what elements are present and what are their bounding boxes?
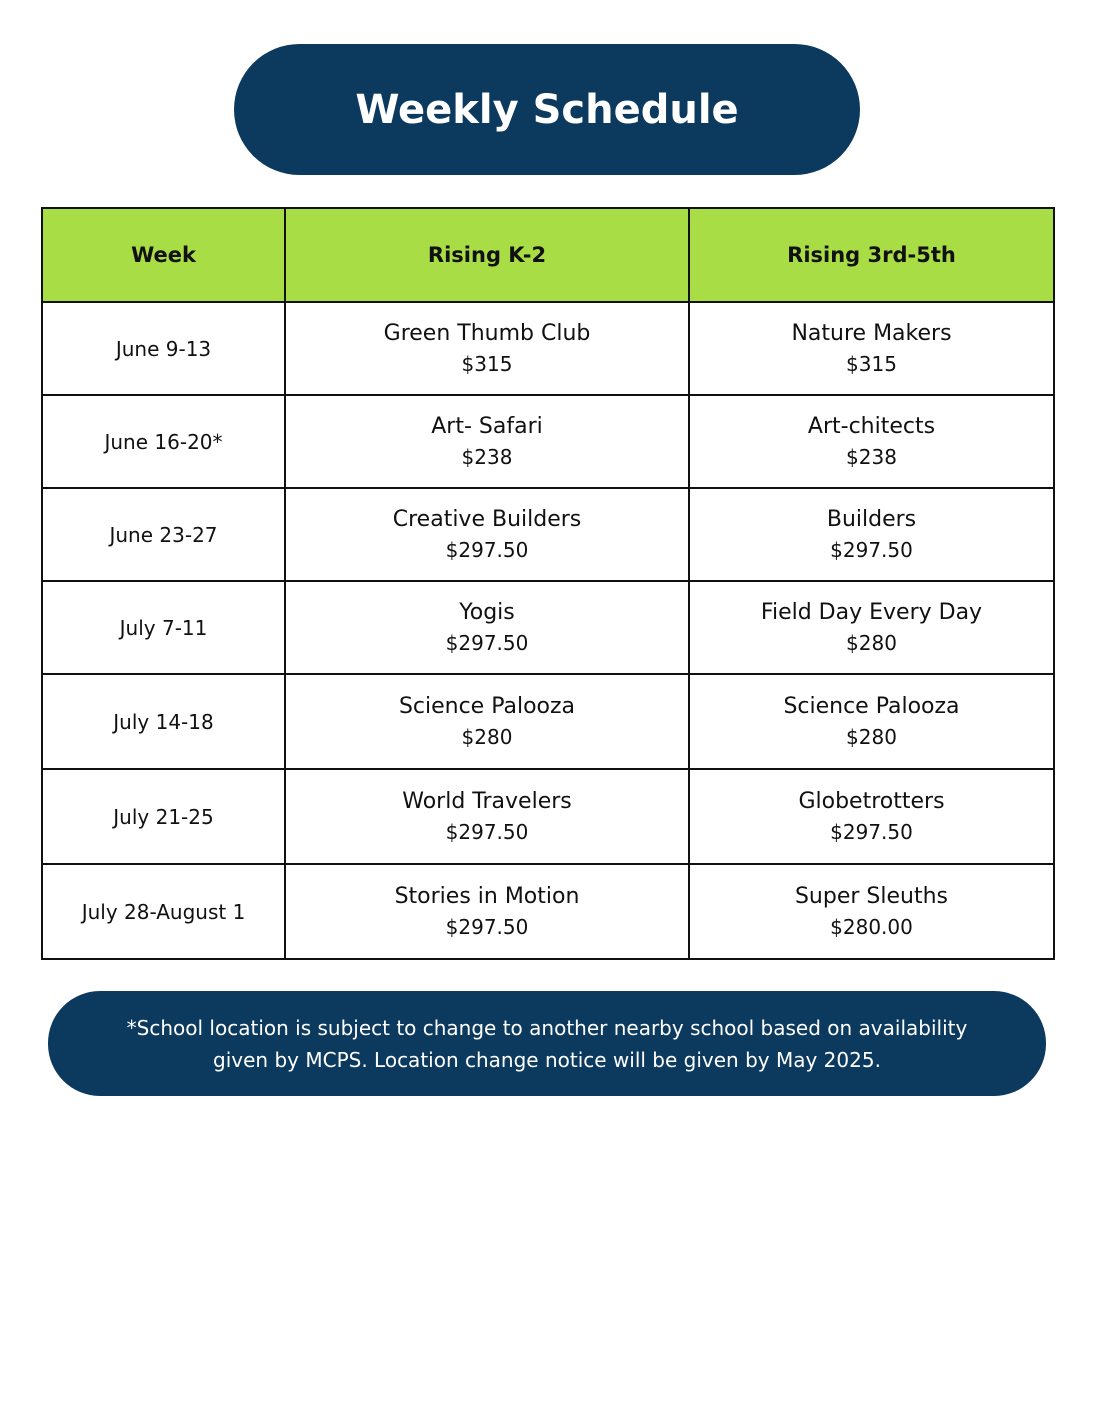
program-price: $238 [846, 445, 897, 469]
program-price: $280 [846, 725, 897, 749]
table-header-row [42, 208, 1054, 302]
program-name: Art-chitects [807, 414, 936, 439]
week-cell: July 7-11 [42, 581, 285, 674]
program-name: Green Thumb Club [383, 321, 591, 346]
program-price: $297.50 [830, 820, 913, 844]
program-name: Field Day Every Day [760, 600, 983, 625]
g35-program-cell [689, 488, 1054, 581]
k2-program-cell [285, 674, 689, 769]
program-price: $297.50 [830, 538, 913, 562]
program-price: $315 [846, 352, 897, 376]
program-price: $238 [461, 445, 513, 469]
program-price: $280 [846, 631, 897, 655]
location-notice-banner [48, 991, 1046, 1096]
table-row [42, 395, 1054, 488]
notice-line-1: *School location is subject to change to another nearby school based on availability [126, 1015, 968, 1040]
g35-program-cell [689, 395, 1054, 488]
table-row [42, 488, 1054, 581]
header-week: Week [42, 208, 285, 302]
k2-program-cell [285, 302, 689, 395]
notice-line-2: given by MCPS. Location change notice will be given by May 2025. [213, 1047, 881, 1072]
table-row [42, 302, 1054, 395]
program-name: Yogis [459, 600, 515, 625]
g35-program-cell [689, 769, 1054, 864]
table-row [42, 674, 1054, 769]
week-cell: July 28-August 1 [42, 864, 285, 959]
program-name: Science Palooza [783, 694, 960, 719]
program-name: Science Palooza [398, 694, 576, 719]
program-price: $297.50 [445, 631, 529, 655]
table-row [42, 864, 1054, 959]
program-name: Nature Makers [791, 321, 952, 346]
schedule-table [41, 207, 1055, 960]
header-rising-k2: Rising K-2 [285, 208, 689, 302]
header-rising-3rd-5th: Rising 3rd-5th [689, 208, 1054, 302]
title-banner [234, 44, 860, 175]
g35-program-cell [689, 302, 1054, 395]
program-price: $315 [461, 352, 513, 376]
k2-program-cell [285, 488, 689, 581]
k2-program-cell [285, 769, 689, 864]
program-price: $297.50 [445, 820, 529, 844]
program-price: $297.50 [445, 538, 529, 562]
k2-program-cell [285, 395, 689, 488]
week-cell: June 9-13 [42, 302, 285, 395]
location-notice-text [107, 1012, 988, 1076]
week-cell: June 23-27 [42, 488, 285, 581]
g35-program-cell [689, 581, 1054, 674]
table-row [42, 769, 1054, 864]
program-name: Art- Safari [431, 414, 543, 439]
k2-program-cell [285, 864, 689, 959]
k2-program-cell [285, 581, 689, 674]
g35-program-cell [689, 864, 1054, 959]
program-price: $280.00 [830, 915, 913, 939]
program-name: World Travelers [402, 789, 572, 814]
week-cell: July 14-18 [42, 674, 285, 769]
page-title: Weekly Schedule [355, 86, 739, 133]
table-row [42, 581, 1054, 674]
program-name: Creative Builders [392, 507, 582, 532]
g35-program-cell [689, 674, 1054, 769]
program-name: Super Sleuths [794, 884, 949, 909]
program-name: Globetrotters [798, 789, 945, 814]
week-cell: June 16-20* [42, 395, 285, 488]
program-name: Builders [826, 507, 917, 532]
program-price: $280 [461, 725, 513, 749]
program-price: $297.50 [445, 915, 529, 939]
program-name: Stories in Motion [394, 884, 580, 909]
week-cell: July 21-25 [42, 769, 285, 864]
